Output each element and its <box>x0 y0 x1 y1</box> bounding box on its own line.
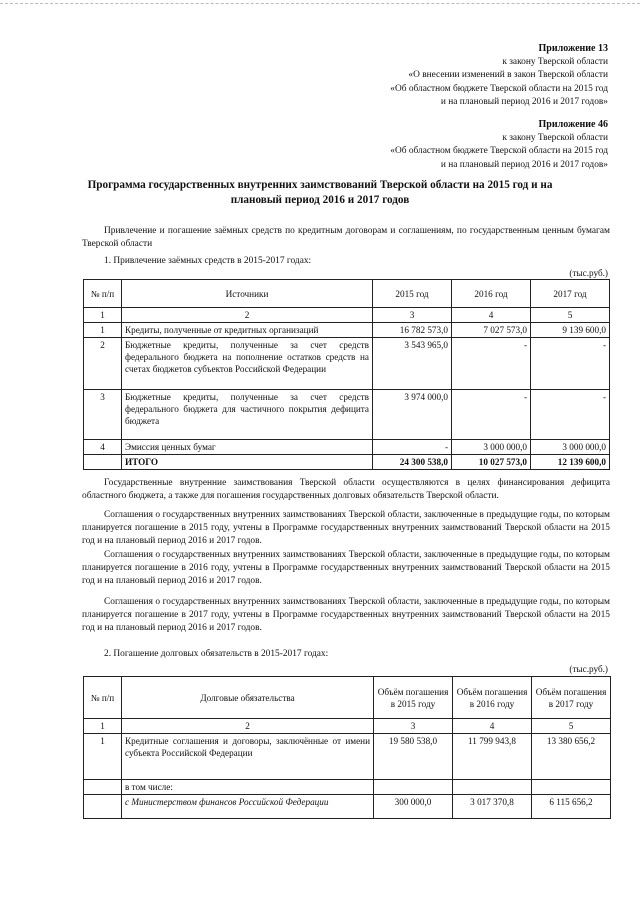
appendix-13-line: к закону Тверской области <box>502 56 608 67</box>
row-value-2015 <box>374 780 453 795</box>
table-row <box>84 390 610 440</box>
row-value-2015: 3 974 000,0 <box>373 390 452 440</box>
appendix-13-line: и на плановый период 2016 и 2017 годов» <box>440 97 608 108</box>
appendix-46-line: и на плановый период 2016 и 2017 годов» <box>440 159 608 170</box>
section-2-unit: (тыс.руб.) <box>569 664 608 674</box>
row-number: 1 <box>84 734 122 780</box>
row-source: Бюджетные кредиты, полученные за счет средств федерального бюджета для частичного покрытия дефицита бюджета <box>122 390 373 440</box>
total-value-2016: 10 027 573,0 <box>452 455 531 470</box>
row-value-2016: - <box>452 338 531 390</box>
table-row <box>84 338 610 390</box>
document-title-line: плановый период 2016 и 2017 годов <box>230 194 410 206</box>
row-number: 4 <box>84 440 122 455</box>
appendix-13-line: «О внесении изменений в закон Тверской области <box>408 70 608 81</box>
column-number: 5 <box>531 308 610 323</box>
row-value-2017: - <box>531 338 610 390</box>
column-number: 5 <box>532 719 611 734</box>
row-value-2015: 3 543 965,0 <box>373 338 452 390</box>
paragraph: Соглашения о государственных внутренних заимствованиях Тверской области, заключенные в предыдущие годы, по которым планируется погашение в 2016 году, учтены в Программе государственных внутренних заимствований Тверской области на 2015 год и на плановый период 2016 и 2017 годов. <box>82 550 610 587</box>
total-number <box>84 455 122 470</box>
scan-top-edge <box>0 3 640 4</box>
intro-paragraph: Привлечение и погашение заёмных средств по кредитным договорам и соглашениям, по государственным ценным бумагам Тверской области <box>82 226 610 250</box>
column-number: 2 <box>122 719 374 734</box>
section-1-heading: 1. Привлечение заёмных средств в 2015-2017 годах: <box>104 256 312 266</box>
table-row <box>84 795 611 819</box>
row-source: Бюджетные кредиты, полученные за счет средств федерального бюджета на пополнение остатков средств на счетах бюджетов субъектов Российской Федерации <box>122 338 373 390</box>
row-value-2016: 3 017 370,8 <box>453 795 532 819</box>
column-number: 3 <box>374 719 453 734</box>
repayment-table <box>83 676 611 819</box>
total-row <box>84 455 610 470</box>
row-source: Кредиты, полученные от кредитных организаций <box>122 323 373 338</box>
row-value-2015: 19 580 538,0 <box>374 734 453 780</box>
column-number: 1 <box>84 719 122 734</box>
table-row <box>84 780 611 795</box>
header-cell: Объём погашения в 2015 году <box>374 677 453 719</box>
header-cell: Источники <box>122 280 373 308</box>
column-number: 4 <box>453 719 532 734</box>
column-number: 4 <box>452 308 531 323</box>
row-value-2016 <box>453 780 532 795</box>
header-cell: № п/п <box>84 280 122 308</box>
row-value-2016: 11 799 943,8 <box>453 734 532 780</box>
appendix-13-line: «Об областном бюджете Тверской области на 2015 год <box>390 83 608 94</box>
row-value-2015: 16 782 573,0 <box>373 323 452 338</box>
header-cell: № п/п <box>84 677 122 719</box>
row-value-2015: 300 000,0 <box>374 795 453 819</box>
paragraph: Соглашения о государственных внутренних заимствованиях Тверской области, заключенные в предыдущие годы, по которым планируется погашение в 2017 году, учтены в Программе государственных внутренних заимствований Тверской области на 2015 год и на плановый период 2016 и 2017 годов. <box>82 597 610 634</box>
row-source: Эмиссия ценных бумаг <box>122 440 373 455</box>
header-cell: 2015 год <box>373 280 452 308</box>
column-number-row <box>84 308 610 323</box>
row-number <box>84 780 122 795</box>
row-value-2017: 13 380 656,2 <box>532 734 611 780</box>
appendix-46-line: «Об областном бюджете Тверской области на 2015 год <box>390 146 608 157</box>
total-value-2017: 12 139 600,0 <box>531 455 610 470</box>
column-number: 3 <box>373 308 452 323</box>
row-number: 1 <box>84 323 122 338</box>
row-including-label: в том числе: <box>122 780 374 795</box>
row-number: 2 <box>84 338 122 390</box>
document-title <box>40 178 600 208</box>
table-row <box>84 323 610 338</box>
paragraph: Государственные внутренние заимствования Тверской области осуществляются в целях финансирования дефицита областного бюджета, а также для погашения государственных долговых обязательств Тверской области. <box>82 478 610 502</box>
header-cell: Объём погашения в 2016 году <box>453 677 532 719</box>
document-title-line: Программа государственных внутренних заимствований Тверской области на 2015 год и на <box>87 179 553 191</box>
row-value-2017: 6 115 656,2 <box>532 795 611 819</box>
row-value-2016: - <box>452 390 531 440</box>
table-header-row <box>84 677 611 719</box>
row-value-2017 <box>532 780 611 795</box>
header-cell: Объём погашения в 2017 году <box>532 677 611 719</box>
row-obligation: Кредитные соглашения и договоры, заключённые от имени субъекта Российской Федерации <box>122 734 374 780</box>
section-1-unit: (тыс.руб.) <box>569 268 608 278</box>
appendix-46-title: Приложение 46 <box>538 119 608 130</box>
row-value-2017: 3 000 000,0 <box>531 440 610 455</box>
total-label: ИТОГО <box>122 455 373 470</box>
row-number: 3 <box>84 390 122 440</box>
section-2-heading: 2. Погашение долговых обязательств в 2015-2017 годах: <box>104 649 329 659</box>
header-cell: 2017 год <box>531 280 610 308</box>
column-number: 2 <box>122 308 373 323</box>
row-value-2017: - <box>531 390 610 440</box>
row-value-2017: 9 139 600,0 <box>531 323 610 338</box>
header-cell: 2016 год <box>452 280 531 308</box>
table-row <box>84 734 611 780</box>
table-header-row <box>84 280 610 308</box>
column-number: 1 <box>84 308 122 323</box>
appendix-46-block <box>390 118 608 172</box>
table-row <box>84 440 610 455</box>
row-value-2015: - <box>373 440 452 455</box>
appendix-13-block <box>390 42 608 110</box>
borrowing-table <box>83 279 610 470</box>
row-value-2016: 3 000 000,0 <box>452 440 531 455</box>
header-cell: Долговые обязательства <box>122 677 374 719</box>
appendix-46-line: к закону Тверской области <box>502 132 608 143</box>
column-number-row <box>84 719 611 734</box>
appendix-13-title: Приложение 13 <box>538 43 608 54</box>
row-number <box>84 795 122 819</box>
total-value-2015: 24 300 538,0 <box>373 455 452 470</box>
row-obligation: с Министерством финансов Российской Федерации <box>122 795 374 819</box>
paragraph: Соглашения о государственных внутренних заимствованиях Тверской области, заключенные в предыдущие годы, по которым планируется погашение в 2015 году, учтены в Программе государственных внутренних заимствований Тверской области на 2015 год и на плановый период 2016 и 2017 годов. <box>82 510 610 547</box>
row-value-2016: 7 027 573,0 <box>452 323 531 338</box>
